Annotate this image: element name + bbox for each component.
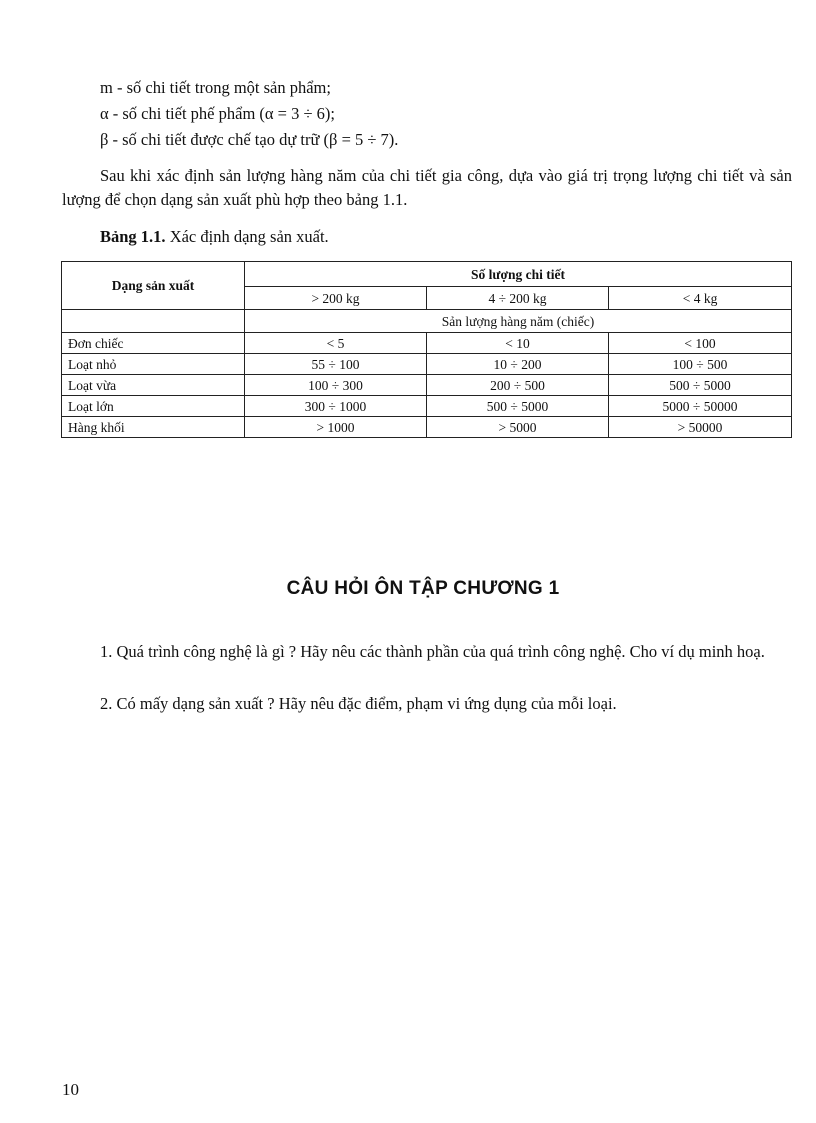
table-caption-label: Bảng 1.1. bbox=[100, 227, 166, 246]
table-row bbox=[62, 333, 792, 354]
table-cell: 300 ÷ 1000 bbox=[245, 396, 427, 417]
table-cell: > 5000 bbox=[427, 417, 609, 438]
corner-header: Dạng sản xuất bbox=[62, 262, 245, 310]
intro-paragraph: Sau khi xác định sản lượng hàng năm của chi tiết gia công, dựa vào giá trị trọng lượng chi tiết và sản lượng để chọn dạng sản xuất phù hợp theo bảng 1.1. bbox=[62, 166, 792, 209]
table-cell: 55 ÷ 100 bbox=[245, 354, 427, 375]
section-heading: CÂU HỎI ÔN TẬP CHƯƠNG 1 bbox=[286, 578, 560, 599]
table-cell: 500 ÷ 5000 bbox=[609, 375, 792, 396]
definition-m: m - số chi tiết trong một sản phẩm; bbox=[100, 78, 331, 97]
table-cell: > 50000 bbox=[609, 417, 792, 438]
table-row bbox=[62, 375, 792, 396]
row-label: Loạt nhỏ bbox=[62, 354, 245, 375]
table-caption bbox=[100, 226, 329, 248]
table-cell: < 100 bbox=[609, 333, 792, 354]
annual-output-header: Sản lượng hàng năm (chiếc) bbox=[245, 310, 792, 333]
row-label: Loạt lớn bbox=[62, 396, 245, 417]
table-row bbox=[62, 417, 792, 438]
empty-cell bbox=[62, 310, 245, 333]
question-1: 1. Quá trình công nghệ là gì ? Hãy nêu các thành phần của quá trình công nghệ. Cho ví dụ minh hoạ. bbox=[100, 642, 765, 661]
table-cell: 5000 ÷ 50000 bbox=[609, 396, 792, 417]
table-cell: 200 ÷ 500 bbox=[427, 375, 609, 396]
table-cell: > 1000 bbox=[245, 417, 427, 438]
weight-column-header: 4 ÷ 200 kg bbox=[427, 287, 609, 310]
question-2: 2. Có mấy dạng sản xuất ? Hãy nêu đặc điểm, phạm vi ứng dụng của mỗi loại. bbox=[100, 694, 617, 713]
table-cell: < 5 bbox=[245, 333, 427, 354]
table-cell: 10 ÷ 200 bbox=[427, 354, 609, 375]
weight-column-header: < 4 kg bbox=[609, 287, 792, 310]
weight-column-header: > 200 kg bbox=[245, 287, 427, 310]
table-cell: 500 ÷ 5000 bbox=[427, 396, 609, 417]
group-header: Số lượng chi tiết bbox=[245, 262, 792, 287]
production-type-table bbox=[61, 261, 792, 438]
row-label: Hàng khối bbox=[62, 417, 245, 438]
row-label: Loạt vừa bbox=[62, 375, 245, 396]
table-row bbox=[62, 354, 792, 375]
table-row bbox=[62, 396, 792, 417]
table-header-row bbox=[62, 262, 792, 287]
table-cell: 100 ÷ 500 bbox=[609, 354, 792, 375]
definition-alpha: α - số chi tiết phế phẩm (α = 3 ÷ 6); bbox=[100, 104, 335, 123]
table-cell: < 10 bbox=[427, 333, 609, 354]
table-caption-text: Xác định dạng sản xuất. bbox=[165, 227, 329, 246]
subheader-row bbox=[62, 310, 792, 333]
page-number: 10 bbox=[62, 1080, 79, 1099]
table-cell: 100 ÷ 300 bbox=[245, 375, 427, 396]
row-label: Đơn chiếc bbox=[62, 333, 245, 354]
definition-beta: β - số chi tiết được chế tạo dự trữ (β = 5 ÷ 7). bbox=[100, 130, 399, 149]
